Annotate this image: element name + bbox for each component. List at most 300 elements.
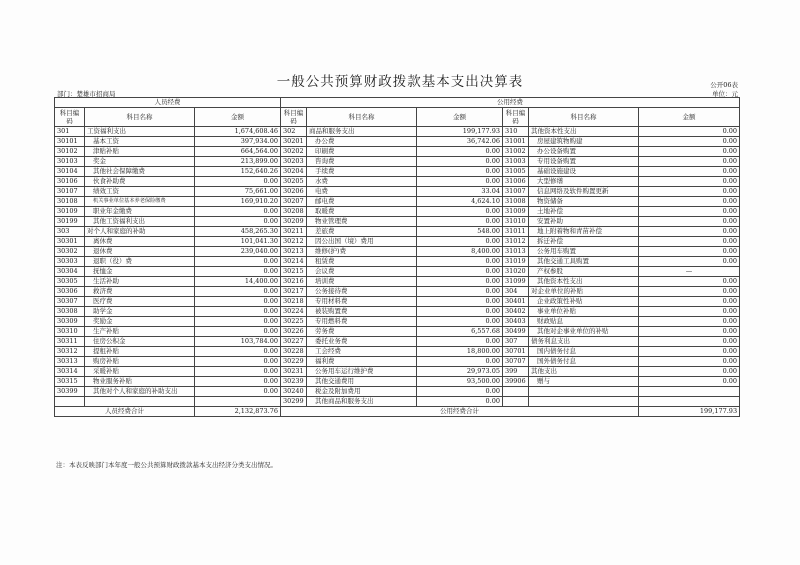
code-cell: 30240	[281, 387, 307, 397]
code-cell: 30214	[281, 257, 307, 267]
table-row	[55, 237, 740, 247]
amount-cell: 0.00	[639, 207, 740, 217]
code-cell: 31011	[503, 227, 529, 237]
name-cell: 基本工资	[85, 137, 195, 147]
name-cell: 物资储备	[529, 197, 639, 207]
name-cell	[529, 387, 639, 397]
name-cell: 事业单位补贴	[529, 307, 639, 317]
amount-cell: 0.00	[195, 217, 281, 227]
amount-cell: 0.00	[417, 217, 503, 227]
amount-cell: 0.00	[417, 257, 503, 267]
amount-cell: 0.00	[639, 217, 740, 227]
name-cell: 其他对个人和家庭的补助支出	[85, 387, 195, 397]
name-cell: 其他资本性支出	[529, 277, 639, 287]
code-cell: 30302	[55, 247, 85, 257]
table-row	[55, 327, 740, 337]
amount-cell: 93,500.00	[417, 377, 503, 387]
name-cell: 邮电费	[307, 197, 417, 207]
amount-cell: 0.00	[639, 327, 740, 337]
page-title: 一般公共预算财政拨款基本支出决算表	[276, 74, 524, 90]
code-cell: 30299	[281, 397, 307, 407]
code-cell: 30227	[281, 337, 307, 347]
table-row	[55, 147, 740, 157]
amount-cell: 0.00	[639, 197, 740, 207]
code-cell: 31010	[503, 217, 529, 227]
code-cell: 30202	[281, 147, 307, 157]
code-cell: 30309	[55, 317, 85, 327]
amount-cell: 0.00	[639, 127, 740, 137]
name-cell: 租赁费	[307, 257, 417, 267]
name-cell: 因公出国（境）费用	[307, 237, 417, 247]
name-cell: 伙食补助费	[85, 177, 195, 187]
code-cell: 30209	[281, 217, 307, 227]
table-row	[55, 297, 740, 307]
name-cell: 其他对企事业单位的补贴	[529, 327, 639, 337]
table-row	[55, 357, 740, 367]
amount-cell: 0.00	[639, 137, 740, 147]
code-cell: 30204	[281, 167, 307, 177]
code-cell: 30305	[55, 277, 85, 287]
amount-cell: 0.00	[417, 297, 503, 307]
code-cell: 30707	[503, 357, 529, 367]
name-cell: 公务用车运行维护费	[307, 367, 417, 377]
amount-cell: 18,800.00	[417, 347, 503, 357]
code-cell: 30312	[55, 347, 85, 357]
name-cell: 国内债务付息	[529, 347, 639, 357]
name-cell: 其他交通费用	[307, 377, 417, 387]
amount-cell: 0.00	[417, 307, 503, 317]
table-row	[55, 347, 740, 357]
name-cell: 财政贴息	[529, 317, 639, 327]
code-cell: 30701	[503, 347, 529, 357]
code-cell: 31003	[503, 157, 529, 167]
table-row	[55, 317, 740, 327]
code-cell: 30208	[281, 207, 307, 217]
name-cell: 对企业单位的补贴	[529, 287, 639, 297]
amount-cell: 0.00	[195, 177, 281, 187]
code-cell: 31007	[503, 187, 529, 197]
code-cell: 30199	[55, 217, 85, 227]
amount-cell: 29,973.05	[417, 367, 503, 377]
amount-cell: 103,784.00	[195, 337, 281, 347]
name-cell: 采暖补贴	[85, 367, 195, 377]
amount-cell: 0.00	[195, 317, 281, 327]
amount-cell: 75,661.00	[195, 187, 281, 197]
amount-cell: 0.00	[417, 397, 503, 407]
totals-row	[55, 407, 740, 417]
amount-cell: 0.00	[417, 387, 503, 397]
name-cell: 税金及附加费用	[307, 387, 417, 397]
name-cell: 其他商品和服务支出	[307, 397, 417, 407]
name-cell: 办公费	[307, 137, 417, 147]
name-cell: 手续费	[307, 167, 417, 177]
table-row	[55, 287, 740, 297]
amount-cell: 0.00	[195, 307, 281, 317]
name-cell: 奖金	[85, 157, 195, 167]
amount-cell: 4,624.10	[417, 197, 503, 207]
code-header: 科目编码	[503, 108, 529, 127]
column-header-row	[55, 108, 740, 127]
code-cell: 307	[503, 337, 529, 347]
code-cell: 30203	[281, 157, 307, 167]
amount-cell: 36,742.06	[417, 137, 503, 147]
amount-cell: 397,934.00	[195, 137, 281, 147]
name-cell: 差旅费	[307, 227, 417, 237]
name-cell: 咨询费	[307, 157, 417, 167]
name-cell: 住房公积金	[85, 337, 195, 347]
name-cell: 信息网络及软件购置更新	[529, 187, 639, 197]
code-cell: 30307	[55, 297, 85, 307]
amount-cell: 0.00	[195, 367, 281, 377]
code-cell: 30313	[55, 357, 85, 367]
code-cell: 31008	[503, 197, 529, 207]
personnel-total-amount: 2,132,873.76	[195, 407, 281, 417]
amount-cell: 0.00	[639, 297, 740, 307]
code-cell: 30403	[503, 317, 529, 327]
table-row	[55, 387, 740, 397]
name-cell: 国外债务付息	[529, 357, 639, 367]
code-cell: 30207	[281, 197, 307, 207]
name-cell: 被装购置费	[307, 307, 417, 317]
code-cell: 30399	[55, 387, 85, 397]
amount-cell: 0.00	[195, 357, 281, 367]
code-cell: 31019	[503, 257, 529, 267]
amount-cell: 14,400.00	[195, 277, 281, 287]
code-cell: 30401	[503, 297, 529, 307]
name-cell: 办公设备购置	[529, 147, 639, 157]
name-cell: 退职（役）费	[85, 257, 195, 267]
name-cell: 取暖费	[307, 207, 417, 217]
code-cell: 303	[55, 227, 85, 237]
amount-cell: 0.00	[195, 297, 281, 307]
code-cell: 30218	[281, 297, 307, 307]
name-cell	[529, 397, 639, 407]
table-row	[55, 217, 740, 227]
name-cell: 工会经费	[307, 347, 417, 357]
public-header: 公用经费	[281, 98, 740, 108]
name-cell: 土地补偿	[529, 207, 639, 217]
name-cell: 委托业务费	[307, 337, 417, 347]
table-row	[55, 187, 740, 197]
amount-cell: 0.00	[417, 287, 503, 297]
code-cell: 30102	[55, 147, 85, 157]
name-cell: 提租补贴	[85, 347, 195, 357]
name-cell: 房屋建筑物购建	[529, 137, 639, 147]
personnel-total-label: 人员经费合计	[55, 407, 195, 417]
name-cell: 机关事业单位基本养老保险缴费	[85, 197, 195, 207]
amount-cell: 101,041.30	[195, 237, 281, 247]
code-cell: 30211	[281, 227, 307, 237]
amount-cell: 0.00	[639, 227, 740, 237]
table-row	[55, 177, 740, 187]
name-cell: 企业政策性补贴	[529, 297, 639, 307]
name-cell: 印刷费	[307, 147, 417, 157]
amount-cell: 33.04	[417, 187, 503, 197]
code-cell: 31001	[503, 137, 529, 147]
code-cell: 30226	[281, 327, 307, 337]
amount-cell: 0.00	[195, 377, 281, 387]
public-total-label: 公用经费合计	[281, 407, 639, 417]
name-cell: 津贴补贴	[85, 147, 195, 157]
amount-cell: 0.00	[639, 287, 740, 297]
name-cell: 其他支出	[529, 367, 639, 377]
name-cell: 其他交通工具购置	[529, 257, 639, 267]
department-label: 部门：楚雄市招商局	[57, 90, 116, 98]
amount-cell: 548.00	[417, 227, 503, 237]
name-cell: 债务利息支出	[529, 337, 639, 347]
name-cell: 物业服务补贴	[85, 377, 195, 387]
code-cell: 30212	[281, 237, 307, 247]
code-cell: 30213	[281, 247, 307, 257]
amount-cell: 0.00	[639, 367, 740, 377]
amount-cell: 0.00	[639, 177, 740, 187]
code-cell: 30104	[55, 167, 85, 177]
name-cell: 其他资本性支出	[529, 127, 639, 137]
name-cell: 地上附着物和青苗补偿	[529, 227, 639, 237]
code-cell	[503, 387, 529, 397]
name-cell: 生产补贴	[85, 327, 195, 337]
amount-cell	[195, 397, 281, 407]
code-cell: 30106	[55, 177, 85, 187]
code-cell: 31009	[503, 207, 529, 217]
amount-cell: 0.00	[417, 237, 503, 247]
amount-cell: 0.00	[417, 177, 503, 187]
name-cell: 专用材料费	[307, 297, 417, 307]
amount-cell: 1,674,608.46	[195, 127, 281, 137]
table-row	[55, 397, 740, 407]
name-cell: 维修(护)费	[307, 247, 417, 257]
amount-cell: 0.00	[195, 327, 281, 337]
name-cell: 安置补助	[529, 217, 639, 227]
name-cell: 专用设备购置	[529, 157, 639, 167]
table-row	[55, 247, 740, 257]
table-row	[55, 377, 740, 387]
amount-cell: 0.00	[195, 267, 281, 277]
unit-label: 单位：元	[712, 90, 738, 98]
name-cell: 救济费	[85, 287, 195, 297]
amount-cell: 0.00	[639, 337, 740, 347]
amount-cell: 0.00	[417, 277, 503, 287]
code-cell: 30109	[55, 207, 85, 217]
amount-cell: 0.00	[639, 257, 740, 267]
amount-cell: 0.00	[195, 257, 281, 267]
code-cell: 30304	[55, 267, 85, 277]
code-cell: 30206	[281, 187, 307, 197]
name-header: 科目名称	[307, 108, 417, 127]
code-header: 科目编码	[55, 108, 85, 127]
group-header-row	[55, 98, 740, 108]
amount-cell: 8,400.00	[417, 247, 503, 257]
name-cell: 对个人和家庭的补助	[85, 227, 195, 237]
code-cell: 30216	[281, 277, 307, 287]
code-cell: 30228	[281, 347, 307, 357]
code-cell: 30303	[55, 257, 85, 267]
name-cell: 奖励金	[85, 317, 195, 327]
amount-cell: 664,564.00	[195, 147, 281, 157]
table-row	[55, 307, 740, 317]
amount-cell: 6,557.68	[417, 327, 503, 337]
amount-cell: 0.00	[417, 357, 503, 367]
code-cell	[55, 397, 85, 407]
name-cell: 职业年金缴费	[85, 207, 195, 217]
expenditure-table	[54, 97, 740, 417]
amount-cell: 0.00	[195, 387, 281, 397]
code-cell: 30101	[55, 137, 85, 147]
amount-cell: 213,899.00	[195, 157, 281, 167]
code-cell: 30217	[281, 287, 307, 297]
personnel-header: 人员经费	[55, 98, 281, 108]
amount-cell: 152,640.26	[195, 167, 281, 177]
code-cell: 30215	[281, 267, 307, 277]
code-cell: 30301	[55, 237, 85, 247]
name-cell: 物业管理费	[307, 217, 417, 227]
table-row	[55, 157, 740, 167]
code-cell: 30229	[281, 357, 307, 367]
code-cell: 30402	[503, 307, 529, 317]
amount-cell: 0.00	[639, 357, 740, 367]
amount-cell: 0.00	[639, 147, 740, 157]
code-cell	[503, 397, 529, 407]
code-cell: 30306	[55, 287, 85, 297]
name-cell: 工资福利支出	[85, 127, 195, 137]
code-cell: 304	[503, 287, 529, 297]
code-cell: 30108	[55, 197, 85, 207]
amount-header: 金额	[417, 108, 503, 127]
amount-cell: 0.00	[639, 347, 740, 357]
name-cell: 赠与	[529, 377, 639, 387]
code-cell: 30311	[55, 337, 85, 347]
code-cell: 30205	[281, 177, 307, 187]
code-cell: 310	[503, 127, 529, 137]
table-row	[55, 367, 740, 377]
amount-cell: 0.00	[417, 207, 503, 217]
table-row	[55, 267, 740, 277]
name-cell: 抚恤金	[85, 267, 195, 277]
name-cell: 公务用车购置	[529, 247, 639, 257]
name-cell: 生活补助	[85, 277, 195, 287]
code-header: 科目编码	[281, 108, 307, 127]
amount-cell: 0.00	[417, 147, 503, 157]
name-header: 科目名称	[529, 108, 639, 127]
name-cell: 医疗费	[85, 297, 195, 307]
amount-cell: 458,265.30	[195, 227, 281, 237]
table-row	[55, 337, 740, 347]
amount-cell: 0.00	[195, 287, 281, 297]
amount-cell: —	[639, 267, 740, 277]
amount-cell: 0.00	[417, 167, 503, 177]
code-cell: 302	[281, 127, 307, 137]
name-cell: 其他社会保障缴费	[85, 167, 195, 177]
name-cell: 商品和服务支出	[307, 127, 417, 137]
amount-cell: 0.00	[639, 167, 740, 177]
amount-cell: 0.00	[195, 207, 281, 217]
name-cell: 大型修缮	[529, 177, 639, 187]
code-cell: 31012	[503, 237, 529, 247]
table-row	[55, 137, 740, 147]
code-cell: 31099	[503, 277, 529, 287]
name-cell: 水费	[307, 177, 417, 187]
code-cell: 30225	[281, 317, 307, 327]
code-cell: 399	[503, 367, 529, 377]
code-cell: 31013	[503, 247, 529, 257]
code-cell: 31020	[503, 267, 529, 277]
amount-header: 金额	[639, 108, 740, 127]
amount-cell: 0.00	[639, 237, 740, 247]
name-cell: 专用燃料费	[307, 317, 417, 327]
name-cell: 基础设施建设	[529, 167, 639, 177]
code-cell: 30308	[55, 307, 85, 317]
code-cell: 30107	[55, 187, 85, 197]
code-cell: 30201	[281, 137, 307, 147]
code-cell: 30239	[281, 377, 307, 387]
code-cell: 30103	[55, 157, 85, 167]
table-row	[55, 127, 740, 137]
table-row	[55, 227, 740, 237]
name-cell: 产权参股	[529, 267, 639, 277]
table-row	[55, 197, 740, 207]
name-cell: 其他工资福利支出	[85, 217, 195, 227]
code-cell: 301	[55, 127, 85, 137]
name-cell: 绩效工资	[85, 187, 195, 197]
amount-cell: 0.00	[417, 337, 503, 347]
amount-cell: 0.00	[639, 157, 740, 167]
amount-cell: 169,910.20	[195, 197, 281, 207]
amount-cell: 0.00	[195, 347, 281, 357]
code-cell: 30315	[55, 377, 85, 387]
amount-cell: 0.00	[417, 157, 503, 167]
name-cell: 拆迁补偿	[529, 237, 639, 247]
table-row	[55, 207, 740, 217]
public-total-amount: 199,177.93	[639, 407, 740, 417]
amount-header: 金额	[195, 108, 281, 127]
amount-cell: 0.00	[639, 247, 740, 257]
name-cell: 劳务费	[307, 327, 417, 337]
name-cell: 退休费	[85, 247, 195, 257]
name-cell: 公务接待费	[307, 287, 417, 297]
footnote: 注：本表反映部门本年度一般公共预算财政拨款基本支出经济分类支出情况。	[56, 461, 277, 469]
code-cell: 30231	[281, 367, 307, 377]
code-cell: 30499	[503, 327, 529, 337]
amount-cell: 0.00	[639, 307, 740, 317]
code-cell: 31005	[503, 167, 529, 177]
table-row	[55, 277, 740, 287]
table-row	[55, 167, 740, 177]
form-code: 公开06表	[710, 81, 738, 89]
name-cell: 购房补贴	[85, 357, 195, 367]
amount-cell	[639, 397, 740, 407]
name-header: 科目名称	[85, 108, 195, 127]
name-cell: 电费	[307, 187, 417, 197]
amount-cell: 199,177.93	[417, 127, 503, 137]
code-cell: 31006	[503, 177, 529, 187]
amount-cell: 0.00	[417, 267, 503, 277]
code-cell: 39906	[503, 377, 529, 387]
amount-cell: 239,040.00	[195, 247, 281, 257]
name-cell: 培训费	[307, 277, 417, 287]
name-cell: 离休费	[85, 237, 195, 247]
amount-cell: 0.00	[639, 317, 740, 327]
amount-cell: 0.00	[639, 187, 740, 197]
table-row	[55, 257, 740, 267]
name-cell: 助学金	[85, 307, 195, 317]
name-cell: 福利费	[307, 357, 417, 367]
amount-cell: 0.00	[639, 277, 740, 287]
amount-cell: 0.00	[639, 377, 740, 387]
code-cell: 30310	[55, 327, 85, 337]
code-cell: 30224	[281, 307, 307, 317]
name-cell: 会议费	[307, 267, 417, 277]
amount-cell: 0.00	[417, 317, 503, 327]
